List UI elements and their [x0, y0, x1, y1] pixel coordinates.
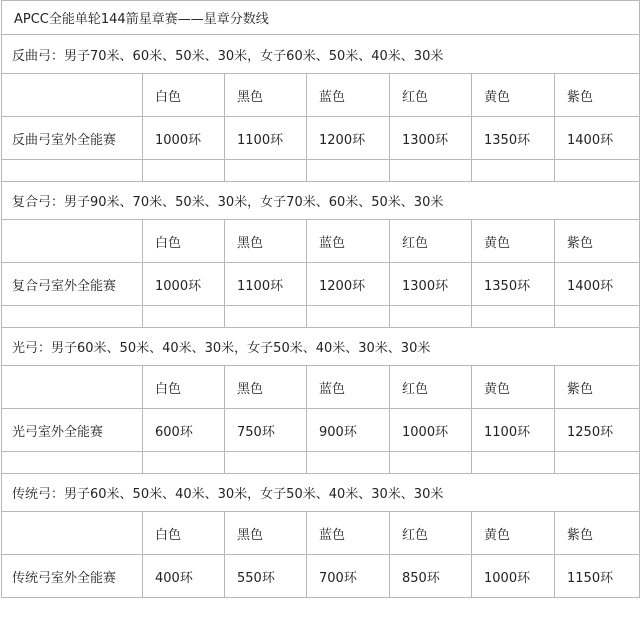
section-heading: 反曲弓：男子70米、60米、50米、30米，女子60米、50米、40米、30米 [2, 35, 640, 74]
color-header-cell: 紫色 [555, 74, 640, 117]
spacer-row [2, 306, 640, 328]
title-row [2, 1, 640, 35]
spacer-cell [390, 160, 472, 182]
spacer-cell [390, 306, 472, 328]
star-badge-score-table [1, 0, 640, 598]
score-cell: 1100环 [472, 409, 555, 452]
score-cell: 1150环 [555, 555, 640, 598]
score-cell: 1350环 [472, 263, 555, 306]
section-heading-row [2, 474, 640, 512]
header-blank-cell [2, 366, 143, 409]
color-header-cell: 黄色 [472, 366, 555, 409]
event-name-cell: 光弓室外全能赛 [2, 409, 143, 452]
color-header-cell: 红色 [390, 220, 472, 263]
section-heading-row [2, 35, 640, 74]
color-header-row [2, 366, 640, 409]
score-row [2, 117, 640, 160]
color-header-row [2, 220, 640, 263]
score-cell: 700环 [307, 555, 390, 598]
score-cell: 750环 [225, 409, 307, 452]
score-cell: 1000环 [143, 117, 225, 160]
spacer-cell [472, 160, 555, 182]
spacer-cell [390, 452, 472, 474]
color-header-cell: 红色 [390, 512, 472, 555]
section-heading: 复合弓：男子90米、70米、50米、30米，女子70米、60米、50米、30米 [2, 182, 640, 220]
header-blank-cell [2, 220, 143, 263]
section-heading-row [2, 328, 640, 366]
score-cell: 1200环 [307, 263, 390, 306]
color-header-cell: 蓝色 [307, 220, 390, 263]
color-header-cell: 紫色 [555, 366, 640, 409]
color-header-cell: 黄色 [472, 220, 555, 263]
event-name-cell: 传统弓室外全能赛 [2, 555, 143, 598]
score-cell: 1400环 [555, 263, 640, 306]
spacer-row [2, 160, 640, 182]
spacer-cell [472, 452, 555, 474]
color-header-cell: 白色 [143, 366, 225, 409]
score-cell: 1300环 [390, 117, 472, 160]
score-cell: 1400环 [555, 117, 640, 160]
score-cell: 1200环 [307, 117, 390, 160]
score-cell: 1300环 [390, 263, 472, 306]
spacer-cell [2, 306, 143, 328]
color-header-cell: 蓝色 [307, 512, 390, 555]
score-cell: 600环 [143, 409, 225, 452]
spacer-cell [225, 306, 307, 328]
score-cell: 1350环 [472, 117, 555, 160]
color-header-cell: 白色 [143, 74, 225, 117]
score-cell: 1100环 [225, 117, 307, 160]
color-header-cell: 黄色 [472, 74, 555, 117]
color-header-cell: 黑色 [225, 220, 307, 263]
spacer-cell [555, 160, 640, 182]
score-cell: 550环 [225, 555, 307, 598]
spacer-cell [225, 160, 307, 182]
section-heading-row [2, 182, 640, 220]
color-header-cell: 紫色 [555, 220, 640, 263]
score-cell: 1000环 [143, 263, 225, 306]
spacer-row [2, 452, 640, 474]
spacer-cell [2, 160, 143, 182]
score-cell: 1000环 [472, 555, 555, 598]
spacer-cell [555, 306, 640, 328]
score-cell: 400环 [143, 555, 225, 598]
event-name-cell: 复合弓室外全能赛 [2, 263, 143, 306]
score-cell: 850环 [390, 555, 472, 598]
section-heading: 光弓：男子60米、50米、40米、30米，女子50米、40米、30米、30米 [2, 328, 640, 366]
color-header-cell: 蓝色 [307, 74, 390, 117]
spacer-cell [143, 306, 225, 328]
spacer-cell [472, 306, 555, 328]
color-header-cell: 蓝色 [307, 366, 390, 409]
spacer-cell [307, 160, 390, 182]
color-header-cell: 黑色 [225, 366, 307, 409]
header-blank-cell [2, 512, 143, 555]
spacer-cell [143, 160, 225, 182]
color-header-cell: 红色 [390, 74, 472, 117]
color-header-cell: 黑色 [225, 512, 307, 555]
score-cell: 1000环 [390, 409, 472, 452]
color-header-cell: 白色 [143, 220, 225, 263]
spacer-cell [555, 452, 640, 474]
color-header-cell: 黑色 [225, 74, 307, 117]
color-header-cell: 黄色 [472, 512, 555, 555]
score-row [2, 263, 640, 306]
section-heading: 传统弓：男子60米、50米、40米、30米，女子50米、40米、30米、30米 [2, 474, 640, 512]
spacer-cell [143, 452, 225, 474]
score-row [2, 409, 640, 452]
color-header-row [2, 74, 640, 117]
spacer-cell [225, 452, 307, 474]
spacer-cell [307, 452, 390, 474]
spacer-cell [307, 306, 390, 328]
header-blank-cell [2, 74, 143, 117]
spacer-cell [2, 452, 143, 474]
page-title: APCC全能单轮144箭星章赛——星章分数线 [2, 1, 640, 35]
color-header-cell: 红色 [390, 366, 472, 409]
color-header-row [2, 512, 640, 555]
score-row [2, 555, 640, 598]
score-cell: 900环 [307, 409, 390, 452]
score-cell: 1100环 [225, 263, 307, 306]
score-cell: 1250环 [555, 409, 640, 452]
color-header-cell: 白色 [143, 512, 225, 555]
event-name-cell: 反曲弓室外全能赛 [2, 117, 143, 160]
color-header-cell: 紫色 [555, 512, 640, 555]
